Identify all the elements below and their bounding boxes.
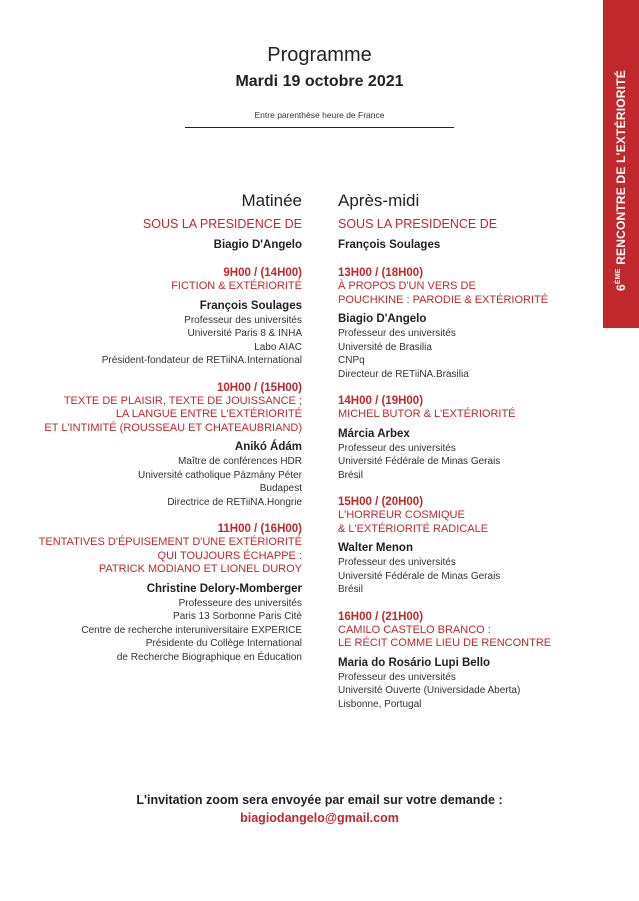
afternoon-sessions bbox=[338, 267, 598, 711]
speaker-name: Maria do Rosário Lupi Bello bbox=[338, 656, 491, 669]
session-title-line: MICHEL BUTOR & L'EXTÉRIORITÉ bbox=[338, 408, 516, 420]
speaker-affiliation-line: Professeur des universités bbox=[338, 671, 456, 683]
speaker-affiliation-line: Maître de conférences HDR bbox=[178, 456, 302, 467]
speaker-affiliation-line: Université Paris 8 & INHA bbox=[187, 328, 302, 339]
speaker-name: Christine Delory-Momberger bbox=[146, 582, 302, 595]
session-title-line: TENTATIVES D'ÉPUISEMENT D'UNE EXTÉRIORITÉ bbox=[38, 536, 302, 548]
session-title-line: & L'EXTÉRIORITÉ RADICALE bbox=[338, 522, 489, 535]
invitation-text: L'invitation zoom sera envoyée par email sur votre demande : bbox=[136, 793, 503, 807]
speaker-affiliation-line: Professeur des universités bbox=[338, 328, 456, 339]
session-title-line: POUCHKINE : PARODIE & EXTÉRIORITÉ bbox=[338, 293, 549, 306]
speaker-affiliation-line: Brésil bbox=[338, 584, 364, 595]
speaker-affiliation-line: Université catholique Pázmány Péter bbox=[138, 469, 302, 481]
speaker-name: Anikó Ádám bbox=[234, 441, 302, 453]
speaker-affiliation-line: Professeur des universités bbox=[184, 314, 302, 326]
session-time: 13H00 / (18H00) bbox=[338, 267, 424, 279]
speaker-affiliation-line: de Recherche Biographique en Éducation bbox=[116, 651, 302, 663]
session-item bbox=[12, 267, 302, 368]
speaker-affiliation-line: Professeure des universités bbox=[178, 597, 302, 609]
session-time: 16H00 / (21H00) bbox=[338, 610, 424, 623]
timezone-note: Entre parenthèse heure de France bbox=[254, 110, 385, 120]
session-title-line: CAMILO CASTELO BRANCO : bbox=[338, 623, 491, 636]
page-title: Programme bbox=[267, 44, 372, 66]
session-item bbox=[338, 395, 598, 482]
session-time: 10H00 / (15H00) bbox=[216, 381, 302, 394]
morning-sessions bbox=[12, 267, 302, 664]
speaker-affiliation-line: Centre de recherche interuniversitaire EXPERICE bbox=[81, 624, 302, 636]
session-item bbox=[338, 611, 598, 712]
speaker-affiliation-line: Labo AIAC bbox=[254, 341, 302, 353]
morning-presidence-label: SOUS LA PRESIDENCE DE bbox=[142, 217, 302, 231]
speaker-name: Márcia Arbex bbox=[338, 427, 410, 440]
side-tab-text: 6ÈME RENCONTRE DE L'EXTÉRIORITÉ bbox=[614, 70, 628, 291]
session-title-line: ET L'INTIMITÉ (ROUSSEAU ET CHATEAUBRIAND) bbox=[44, 421, 302, 434]
contact-email[interactable]: biagiodangelo@gmail.com bbox=[240, 811, 399, 825]
session-title-line: FICTION & EXTÉRIORITÉ bbox=[171, 280, 302, 292]
speaker-affiliation-line: Professeur des universités bbox=[338, 442, 456, 454]
session-title-line: L'HORREUR COSMIQUE bbox=[338, 509, 465, 521]
session-time: 9H00 / (14H00) bbox=[223, 267, 302, 279]
session-title-line: LA LANGUE ENTRE L'EXTÉRIORITÉ bbox=[115, 408, 302, 420]
speaker-affiliation-line: Présidente du Collège International bbox=[145, 638, 302, 649]
session-item bbox=[12, 523, 302, 664]
speaker-affiliation-line: Paris 13 Sorbonne Paris Cité bbox=[173, 611, 302, 622]
morning-heading: Matinée bbox=[241, 191, 302, 210]
speaker-affiliation-line: Budapest bbox=[259, 483, 302, 494]
speaker-affiliation-line: Université Fédérale de Minas Gerais bbox=[338, 456, 501, 467]
speaker-affiliation-line: Brésil bbox=[338, 469, 364, 481]
session-item bbox=[12, 382, 302, 510]
session-title-line: PATRICK MODIANO ET LIONEL DUROY bbox=[98, 563, 302, 575]
morning-column bbox=[12, 190, 302, 664]
afternoon-presidence-label: SOUS LA PRESIDENCE DE bbox=[338, 217, 498, 231]
speaker-affiliation-line: Directrice de RETiiNA.Hongrie bbox=[167, 496, 302, 508]
speaker-affiliation-line: Président-fondateur de RETiiNA.International bbox=[101, 355, 302, 366]
afternoon-president: François Soulages bbox=[338, 239, 441, 251]
speaker-name: François Soulages bbox=[199, 299, 302, 312]
morning-president: Biagio D'Angelo bbox=[213, 239, 302, 251]
session-title-line: TEXTE DE PLAISIR, TEXTE DE JOUISSANCE ; bbox=[63, 394, 302, 407]
speaker-affiliation-line: Lisbonne, Portugal bbox=[338, 698, 422, 710]
header-divider bbox=[185, 127, 454, 128]
speaker-affiliation-line: Université Ouverte (Universidade Aberta) bbox=[338, 685, 521, 696]
speaker-name: Biagio D'Angelo bbox=[338, 313, 427, 325]
speaker-affiliation-line: Université de Brasilia bbox=[338, 341, 432, 353]
speaker-affiliation-line: Professeur des universités bbox=[338, 557, 456, 568]
session-time: 14H00 / (19H00) bbox=[338, 395, 424, 407]
session-time: 11H00 / (16H00) bbox=[217, 523, 302, 535]
session-item bbox=[338, 267, 598, 381]
speaker-affiliation-line: CNPq bbox=[338, 355, 365, 366]
session-title-line: QUI TOUJOURS ÉCHAPPE : bbox=[157, 549, 302, 562]
session-title-line: À PROPOS D'UN VERS DE bbox=[338, 280, 476, 292]
afternoon-column bbox=[338, 190, 598, 711]
afternoon-heading: Après-midi bbox=[338, 191, 420, 210]
event-date: Mardi 19 octobre 2021 bbox=[235, 73, 404, 90]
speaker-name: Walter Menon bbox=[338, 542, 413, 554]
speaker-affiliation-line: Directeur de RETiiNA.Brasilia bbox=[338, 368, 469, 380]
session-item bbox=[338, 496, 598, 597]
speaker-affiliation-line: Université Fédérale de Minas Gerais bbox=[338, 570, 501, 582]
session-time: 15H00 / (20H00) bbox=[338, 496, 424, 508]
session-title-line: LE RÉCIT COMME LIEU DE RENCONTRE bbox=[338, 637, 552, 649]
